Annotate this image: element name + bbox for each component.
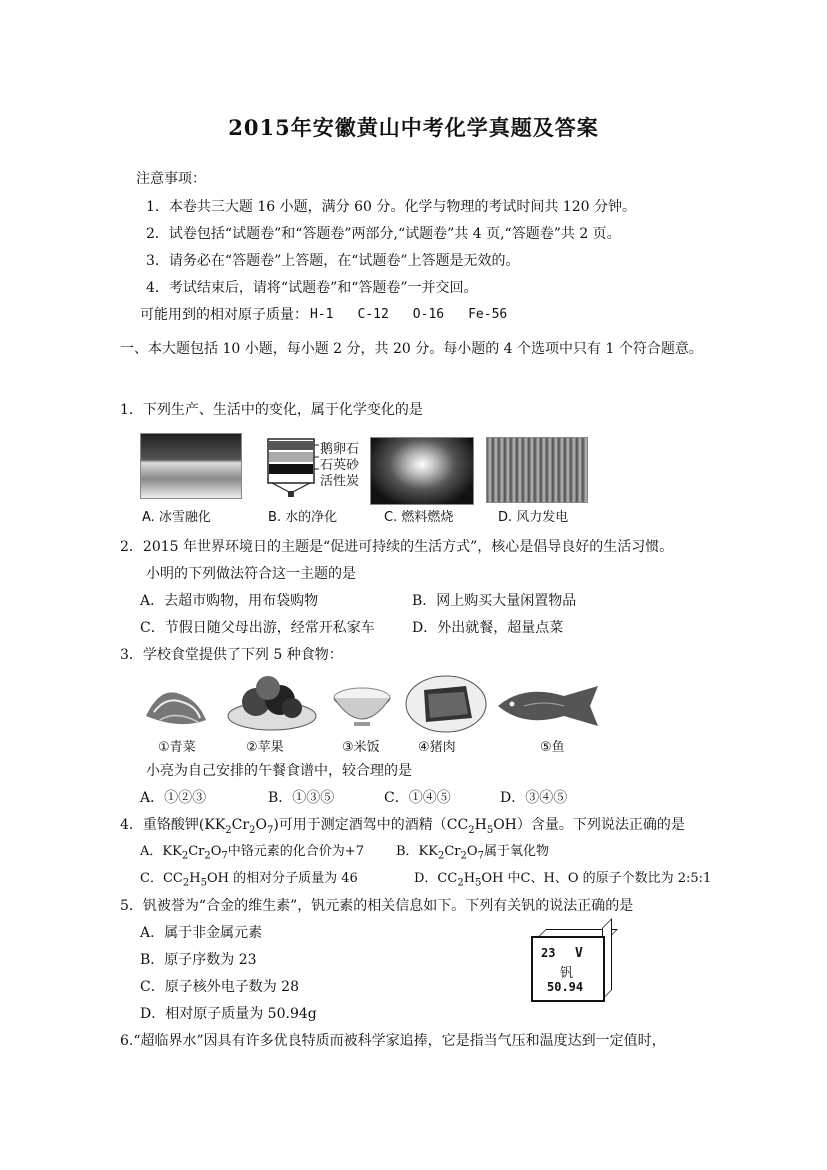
q4-option-c: [140, 870, 358, 893]
food-label: ④猪肉: [418, 740, 456, 755]
vegetable-image: [140, 676, 214, 732]
q4-option-b: [396, 843, 549, 866]
notice-heading: 注意事项：: [136, 171, 206, 187]
filter-label: 石英砂: [320, 458, 360, 473]
q4-option-part: A．K: [140, 844, 173, 859]
element-tile-vanadium: [531, 936, 605, 1002]
formula-c2h5: $C_2H_5$: [172, 871, 207, 889]
q2-option: D．外出就餐，超量点菜: [412, 620, 564, 636]
water-filter-image: [264, 437, 319, 501]
page-title: 2015年安徽黄山中考化学真题及答案: [228, 115, 599, 140]
question-4-stem: [120, 816, 685, 840]
filter-label: 活性炭: [320, 474, 360, 489]
q2-option: A．去超市购物，用布袋购物: [140, 593, 319, 609]
atomic-mass-value: O-16: [412, 307, 445, 322]
q2-option: C．节假日随父母出游，经常开私家车: [140, 620, 375, 636]
notice-item: 1．本卷共三大题 16 小题，满分 60 分。化学与物理的考试时间共 120 分钟。: [146, 199, 636, 215]
q5-option: C．原子核外电子数为 28: [140, 979, 299, 995]
atomic-mass-value: H-1: [310, 307, 334, 322]
question-2-stem-cont: 小明的下列做法符合这一主题的是: [146, 566, 356, 582]
q3-option: D．③④⑤: [500, 790, 568, 806]
food-label: ⑤鱼: [540, 740, 565, 755]
q5-option: B．原子序数为 23: [140, 952, 257, 968]
q4-option-a: [140, 843, 364, 866]
atomic-mass-value: C-12: [357, 307, 389, 322]
food-label: ②苹果: [246, 740, 284, 755]
formula-k2cr2o7: $K_2Cr_2O_7$: [172, 844, 228, 862]
food-label: ①青菜: [158, 740, 196, 755]
formula-c2h5: $C_2H_5$: [447, 871, 482, 889]
atomic-mass-line: [140, 306, 507, 324]
notice-item: 4．考试结束后，请将“试题卷”和“答题卷”一并交回。: [146, 280, 478, 296]
element-symbol: V: [575, 946, 583, 961]
q4-option-d: [414, 870, 711, 893]
question-3-stem: 3．学校食堂提供了下列 5 种食物：: [120, 647, 343, 663]
q4-option-part: C．C: [140, 871, 173, 886]
filter-label: 鹅卵石: [320, 442, 360, 457]
q4-option-part: OH 的相对分子质量为 46: [206, 871, 358, 886]
formula-k2cr2o7: $K_2Cr_2O_7$: [214, 817, 274, 836]
q4-option-part: 属于氧化物: [483, 844, 549, 859]
atomic-number: 23: [541, 946, 556, 960]
formula-c2h5: $C_2H_5$: [457, 817, 494, 836]
q4-option-part: B．K: [396, 844, 429, 859]
q1-option-label: C. 燃料燃烧: [384, 510, 454, 525]
q4-stem-part: )可用于测定酒驾中的酒精（C: [273, 817, 458, 833]
element-name: 钒: [560, 966, 574, 981]
wind-power-image: [486, 437, 588, 503]
question-3-question: 小亮为自己安排的午餐食谱中，较合理的是: [146, 763, 412, 779]
q4-option-part: D．C: [414, 871, 448, 886]
atomic-mass-value: Fe-56: [468, 307, 508, 322]
q3-option: A．①②③: [140, 790, 207, 806]
q3-option: C．①④⑤: [384, 790, 451, 806]
question-5-stem: 5．钒被誉为“合金的维生素”，钒元素的相关信息如下。下列有关钒的说法正确的是: [120, 898, 634, 914]
q4-stem-part: OH）含量。下列说法正确的是: [493, 817, 685, 833]
food-label: ③米饭: [342, 740, 380, 755]
q1-option-label: B. 水的净化: [268, 510, 338, 525]
q2-option: B．网上购买大量闲置物品: [412, 593, 577, 609]
q1-option-label: A. 冰雪融化: [142, 510, 211, 525]
formula-k2cr2o7: $K_2Cr_2O_7$: [428, 844, 484, 862]
section-heading: 一、本大题包括 10 小题，每小题 2 分，共 20 分。每小题的 4 个选项中只有 1 个符合题意。: [120, 341, 703, 357]
q4-option-part: 中铬元素的化合价为+7: [227, 844, 364, 859]
atomic-mass-label: 可能用到的相对原子质量：: [140, 307, 308, 323]
q5-option: D．相对原子质量为 50.94g: [140, 1006, 317, 1022]
notice-item: 2．试卷包括“试题卷”和“答题卷”两部分,“试题卷”共 4 页,“答题卷”共 2 页。: [146, 226, 621, 242]
question-2-stem: 2．2015 年世界环境日的主题是“促进可持续的生活方式”，核心是倡导良好的生活习惯。: [120, 539, 674, 555]
atomic-mass: 50.94: [547, 980, 584, 994]
q4-option-part: OH 中C、H、O 的原子个数比为 2:5:1: [481, 871, 712, 886]
rice-image: [330, 680, 394, 732]
notice-item: 3．请务必在“答题卷”上答题，在“试题卷”上答题是无效的。: [146, 253, 520, 269]
fuel-burning-image: [370, 437, 474, 505]
pork-image: [404, 672, 488, 734]
q5-option: A．属于非金属元素: [140, 925, 263, 941]
question-1-stem: 1．下列生产、生活中的变化，属于化学变化的是: [120, 402, 423, 418]
fish-image: [494, 682, 604, 730]
q1-option-label: D. 风力发电: [498, 510, 569, 525]
q4-stem-part: 4．重铬酸钾(K: [120, 817, 215, 833]
apple-image: [224, 672, 320, 734]
snow-melting-image: [140, 433, 242, 499]
q3-option: B．①③⑤: [268, 790, 335, 806]
question-6-stem: 6.“超临界水”因具有许多优良特质而被科学家追捧，它是指当气压和温度达到一定值时，: [120, 1033, 666, 1049]
